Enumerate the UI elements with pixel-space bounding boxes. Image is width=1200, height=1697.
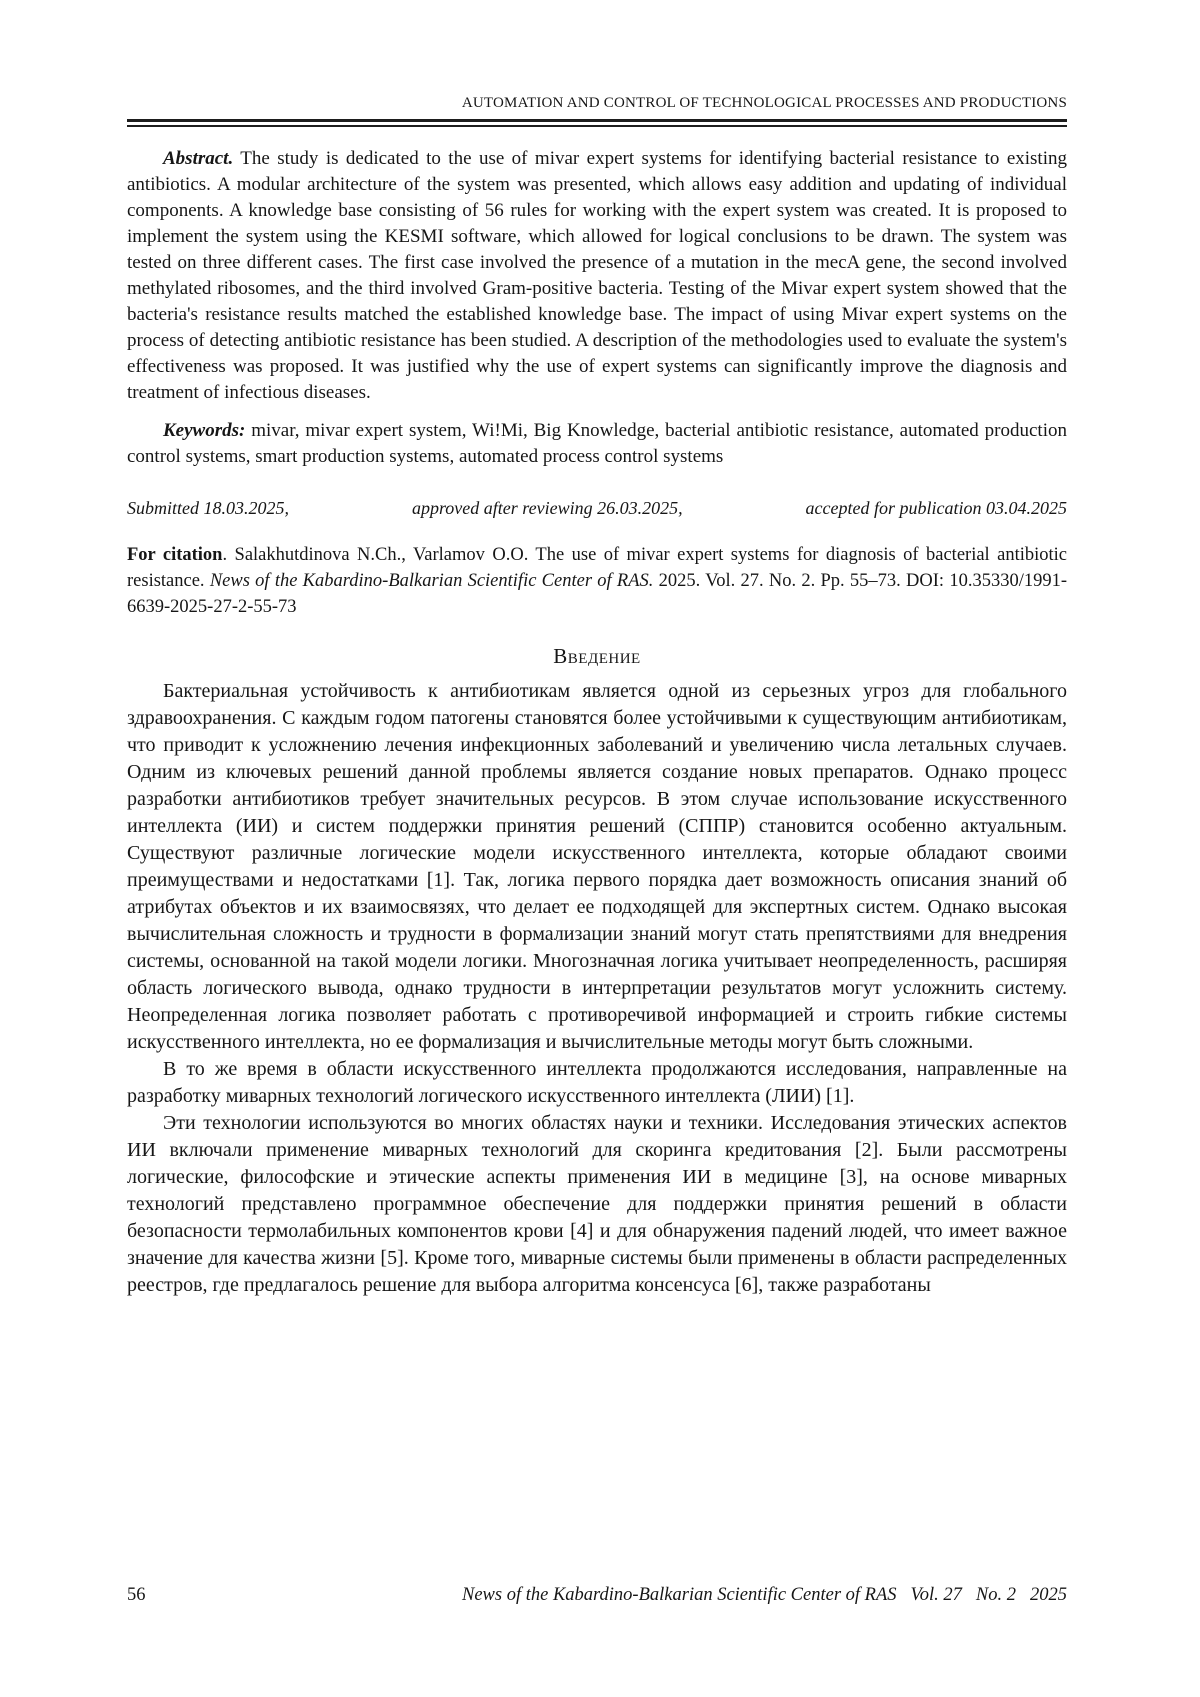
citation-journal-name: News of the Kabardino-Balkarian Scientific Center of RAS.	[209, 571, 654, 591]
dates-line	[127, 496, 1067, 520]
footer-journal-line	[462, 1583, 1067, 1607]
page-number: 56	[127, 1585, 146, 1605]
keywords-text: mivar, mivar expert system, Wi!Mi, Big Knowledge, bacterial antibiotic resistance, automated production control systems, smart production systems, automated process control systems	[127, 420, 1067, 467]
citation-label: For citation	[127, 545, 223, 565]
footer-volume: Vol. 27	[910, 1585, 962, 1605]
introduction-paragraph-2: В то же время в области искусственного интеллекта продолжаются исследования, направленные на разработку миварных технологий логического искусственного интеллекта (ЛИИ) [1].	[127, 1058, 1067, 1107]
page-footer	[127, 1583, 1067, 1607]
footer-year: 2025	[1030, 1585, 1067, 1605]
running-title: AUTOMATION AND CONTROL OF TECHNOLOGICAL PROCESSES AND PRODUCTIONS	[461, 95, 1067, 111]
keywords-paragraph	[127, 418, 1067, 470]
running-header	[127, 95, 1067, 112]
accepted-date: accepted for publication 03.04.2025	[805, 498, 1067, 518]
abstract-text: The study is dedicated to the use of mivar expert systems for identifying bacterial resistance to existing antibiotics. A modular architecture of the system was presented, which allows easy addition and updating of individual components. A knowledge base consisting of 56 rules for working with the expert system was created. It is proposed to implement the system using the KESMI software, which allowed for logical conclusions to be drawn. The system was tested on three different cases. The first case involved the presence of a mutation in the mecA gene, the second involved methylated ribosomes, and the third involved Gram-positive bacteria. Testing of the Mivar expert system showed that the bacteria's resistance results matched the established knowledge base. The impact of using Mivar expert systems on the process of detecting antibiotic resistance has been studied. A description of the methodologies used to evaluate the system's effectiveness was proposed. It was justified why the use of expert systems can significantly improve the diagnosis and treatment of infectious diseases.	[127, 148, 1067, 403]
introduction-paragraph-1: Бактериальная устойчивость к антибиотикам является одной из серьезных угроз для глобального здравоохранения. С каждым годом патогены становятся более устойчивыми к существующим антибиотикам, что приводит к усложнению лечения инфекционных заболеваний и увеличению числа летальных случаев. Одним из ключевых решений данной проблемы является создание новых препаратов. Однако процесс разработки антибиотиков требует значительных ресурсов. В этом случае использование искусственного интеллекта (ИИ) и систем поддержки принятия решений (СППР) становится особенно актуальным. Существуют различные логические модели искусственного интеллекта, которые обладают своими преимуществами и недостатками [1]. Так, логика первого порядка дает возможность описания знаний об атрибутах объектов и их взаимосвязях, что делает ее подходящей для экспертных систем. Однако высокая вычислительная сложность и трудности в формализации знаний могут стать препятствиями для внедрения системы, основанной на такой модели логики. Многозначная логика учитывает неопределенность, расширяя область логического вывода, однако трудности в интерпретации результатов могут усложнить систему. Неопределенная логика позволяет работать с противоречивой информацией и строить гибкие системы искусственного интеллекта, но ее формализация и вычислительные методы могут быть сложными.	[127, 680, 1067, 1053]
header-rule	[127, 119, 1067, 127]
citation-paragraph	[127, 542, 1067, 620]
footer-journal-name: News of the Kabardino-Balkarian Scientific Center of RAS	[461, 1585, 897, 1605]
introduction-paragraph-3: Эти технологии используются во многих областях науки и техники. Исследования этических аспектов ИИ включали применение миварных технологий для скоринга кредитования [2]. Были рассмотрены логические, философские и этические аспекты применения ИИ в медицине [3], на основе миварных технологий представлено программное обеспечение для поддержки принятия решений в области безопасности термолабильных компонентов крови [4] и для обнаружения падений людей, что имеет важное значение для качества жизни [5]. Кроме того, миварные системы были применены в области распределенных реестров, где предлагалось решение для выбора алгоритма консенсуса [6], также разработаны	[127, 1112, 1067, 1296]
introduction-heading: Введение	[553, 644, 641, 668]
footer-issue: No. 2	[975, 1585, 1016, 1605]
approved-date: approved after reviewing 26.03.2025,	[411, 498, 683, 518]
submitted-date: Submitted 18.03.2025,	[127, 498, 289, 518]
abstract-label: Abstract.	[163, 148, 234, 169]
keywords-label: Keywords:	[163, 420, 246, 441]
citation-volume-doi: 2025. Vol. 27. No. 2. Pp. 55–73. DOI: 10.35330/1991-6639-2025-27-2-55-73	[127, 571, 1067, 617]
citation-authors-title: . Salakhutdinova N.Ch., Varlamov O.O. The use of mivar expert systems for diagnosis of bacterial antibiotic resistance.	[127, 545, 1067, 591]
abstract-paragraph	[127, 146, 1067, 406]
